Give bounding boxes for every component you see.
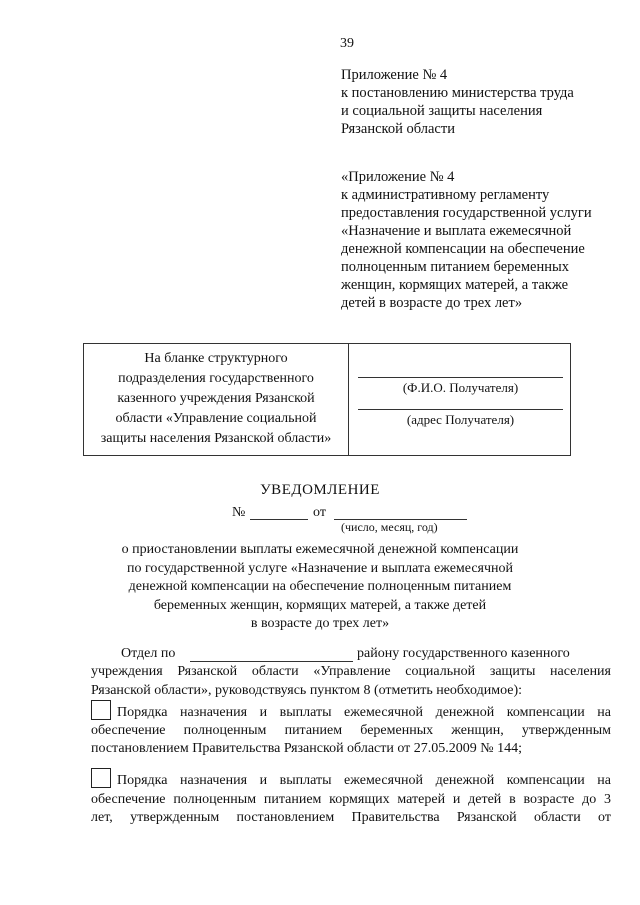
appendix-line: детей в возрасте до трех лет» (341, 295, 523, 311)
table-divider (348, 344, 349, 455)
appendix-line: полноценным питанием беременных (341, 259, 569, 275)
letterhead-line: области «Управление социальной (115, 411, 317, 426)
notice-subject (0, 541, 640, 634)
district-blank[interactable] (190, 661, 353, 662)
appendix-line: Приложение № 4 (341, 67, 448, 83)
appendix-header-top (341, 66, 574, 138)
appendix-line: к постановлению министерства труда (341, 85, 574, 101)
recipient-address-caption: (адрес Получателя) (406, 412, 515, 427)
department-prefix: Отдел по (121, 646, 176, 661)
notice-number-blank[interactable] (250, 519, 308, 520)
number-label: № (232, 505, 246, 520)
appendix-header-regulation (341, 168, 592, 312)
subject-line: о приостановлении выплаты ежемесячной денежной компенсации (121, 542, 519, 557)
option-text-line: обеспечение полноценным питанием беременных женщин, утвержденным (91, 723, 611, 738)
body-line: Рязанской области», руководствуясь пунктом 8 (отметить необходимое): (91, 683, 522, 698)
letterhead-table (83, 343, 571, 456)
appendix-line: женщин, кормящих матерей, а также (341, 277, 569, 293)
date-caption: (число, месяц, год) (341, 520, 438, 534)
option-text-line: лет, утвержденным постановлением Правительства Рязанской области от (91, 810, 611, 825)
department-suffix: району государственного казенного (357, 646, 570, 661)
appendix-line: предоставления государственной услуги (341, 205, 592, 221)
recipient-address-line[interactable] (358, 409, 563, 410)
appendix-line: к административному регламенту (341, 187, 550, 203)
subject-line: по государственной услуге «Назначение и выплата ежемесячной (126, 560, 514, 576)
letterhead-note (84, 349, 348, 449)
option-text-line: обеспечение полноценным питанием кормящих матерей и детей в возрасте до 3 (91, 792, 611, 807)
subject-line: денежной компенсации на обеспечение полноценным питанием (128, 579, 512, 594)
recipient-name-caption: (Ф.И.О. Получателя) (402, 380, 519, 395)
letterhead-line: На бланке структурного (144, 351, 288, 366)
option-text-line: Порядка назначения и выплаты ежемесячной денежной компенсации на (117, 705, 611, 720)
option-checkbox-nursing[interactable] (91, 768, 111, 788)
page-number: 39 (340, 36, 354, 51)
option-text-line: постановлением Правительства Рязанской области от 27.05.2009 № 144; (91, 741, 523, 756)
notice-title: УВЕДОМЛЕНИЕ (260, 482, 380, 498)
option-text-line: Порядка назначения и выплаты ежемесячной денежной компенсации на (117, 773, 611, 788)
subject-line: беременных женщин, кормящих матерей, а также детей (153, 597, 487, 613)
appendix-line: «Назначение и выплата ежемесячной (341, 223, 572, 239)
option-checkbox-pregnant[interactable] (91, 700, 111, 720)
body-line: учреждения Рязанской области «Управление социальной защиты населения (91, 664, 611, 679)
letterhead-line: казенного учреждения Рязанской (117, 391, 315, 406)
letterhead-line: защиты населения Рязанской области» (100, 431, 332, 446)
date-label: от (313, 505, 326, 520)
appendix-line: денежной компенсации на обеспечение (341, 241, 585, 257)
appendix-line: «Приложение № 4 (341, 169, 455, 185)
subject-line: в возрасте до трех лет» (250, 616, 390, 631)
appendix-line: Рязанской области (341, 121, 455, 137)
letterhead-line: подразделения государственного (118, 371, 314, 386)
appendix-line: и социальной защиты населения (341, 103, 543, 119)
recipient-name-line[interactable] (358, 377, 563, 378)
